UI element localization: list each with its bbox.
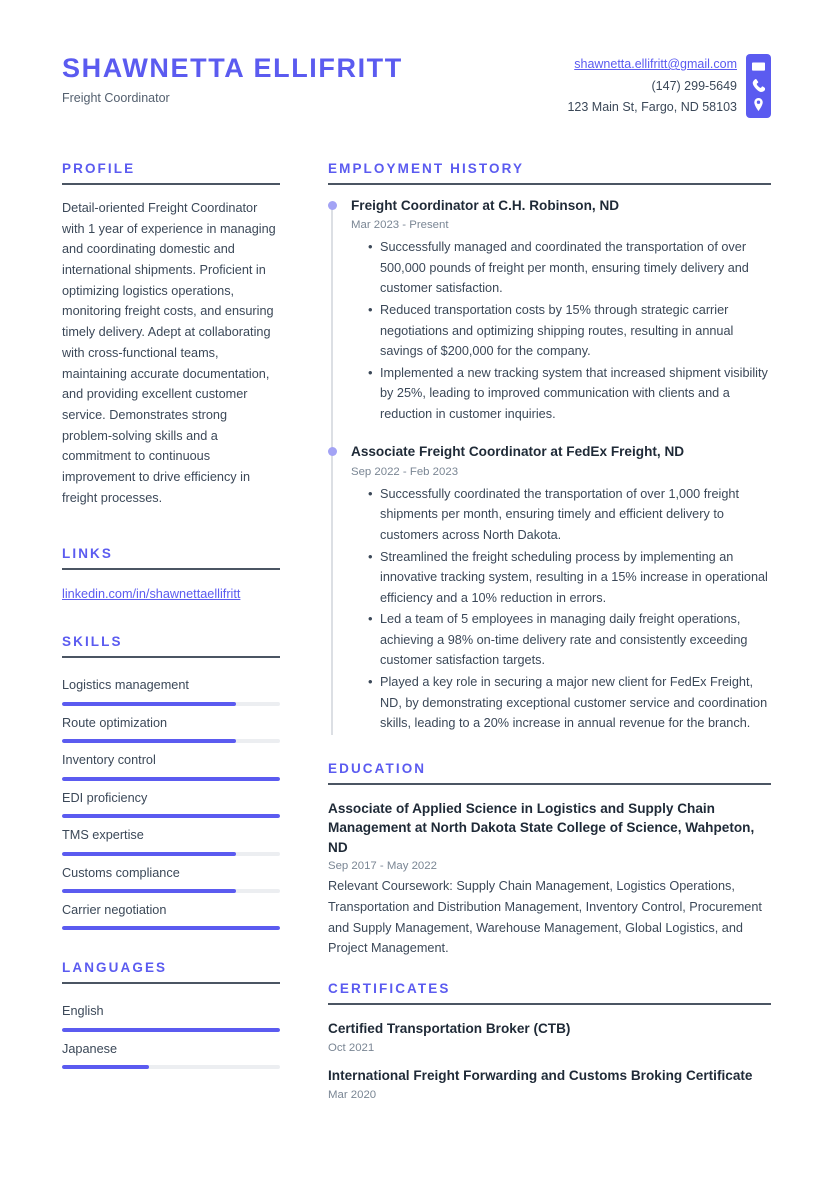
skill-level-fill bbox=[62, 739, 236, 743]
main-column bbox=[328, 161, 771, 1102]
section-languages bbox=[62, 960, 280, 1069]
skill-item bbox=[62, 893, 280, 930]
skill-level-bar bbox=[62, 739, 280, 743]
skill-label: Customs compliance bbox=[62, 865, 180, 880]
employment-title: Freight Coordinator at C.H. Robinson, ND bbox=[351, 197, 620, 213]
timeline-dot-icon bbox=[328, 447, 337, 456]
phone-icon bbox=[752, 79, 765, 92]
skill-label: TMS expertise bbox=[62, 828, 144, 843]
resume-header bbox=[0, 0, 833, 119]
section-education bbox=[328, 761, 771, 959]
education-dates: Sep 2017 - May 2022 bbox=[328, 860, 437, 873]
employment-bullets bbox=[351, 484, 771, 734]
contact-icon-bar bbox=[746, 54, 771, 118]
skill-level-bar bbox=[62, 889, 280, 893]
certificate-entry bbox=[328, 1020, 771, 1054]
employment-bullet: • Streamlined the freight scheduling process by implementing an innovative tracking system, resulting in a 15% increase in operational efficiency and a 10% reduction in errors. bbox=[368, 547, 771, 609]
employment-entry bbox=[351, 443, 771, 738]
employment-title: Associate Freight Coordinator at FedEx Freight, ND bbox=[351, 444, 685, 460]
section-divider bbox=[62, 656, 280, 658]
section-divider bbox=[62, 568, 280, 570]
contact-address: 123 Main St, Fargo, ND 58103 bbox=[567, 100, 737, 115]
profile-summary-text: Detail-oriented Freight Coordinator with 1 year of experience in managing and coordinating domestic and international shipments. Proficient in optimizing logistics operations, monitoring freight costs, and ensuring timely delivery. Adept at collaborating with cross-functional teams, maintaining accurate documentation, and providing excellent customer service. Demonstrates strong problem-solving skills and a commitment to continuous improvement to drive efficiency in freight processes. bbox=[62, 200, 276, 505]
section-divider bbox=[62, 183, 280, 185]
skill-level-bar bbox=[62, 926, 280, 930]
spacer bbox=[62, 508, 280, 546]
section-divider bbox=[62, 982, 280, 984]
employment-bullet: • Successfully managed and coordinated the transportation of over 500,000 pounds of freight per month, ensuring timely delivery and customer satisfaction. bbox=[368, 237, 771, 299]
languages-list bbox=[62, 994, 280, 1069]
contact-phone: (147) 299-5649 bbox=[651, 78, 737, 93]
employment-bullet: • Successfully coordinated the transportation of over 1,000 freight shipments per month, ensuring timely and efficient delivery to customers across North Dakota. bbox=[368, 484, 771, 546]
skill-level-fill bbox=[62, 852, 236, 856]
resume-body bbox=[0, 161, 833, 1102]
employment-bullet: • Implemented a new tracking system that increased shipment visibility by 25%, leading to improved communication with clients and a reduction in customer inquiries. bbox=[368, 363, 771, 425]
skill-level-bar bbox=[62, 777, 280, 781]
candidate-job-title: Freight Coordinator bbox=[62, 90, 170, 105]
candidate-name: SHAWNETTA ELLIFRITT bbox=[62, 53, 403, 83]
language-level-bar bbox=[62, 1028, 280, 1032]
section-divider bbox=[328, 183, 771, 185]
section-heading-skills: SKILLS bbox=[62, 634, 123, 650]
header-identity bbox=[62, 48, 403, 105]
language-item bbox=[62, 994, 280, 1031]
section-divider bbox=[328, 1003, 771, 1005]
employment-dates: Mar 2023 - Present bbox=[351, 219, 449, 232]
skill-label: EDI proficiency bbox=[62, 790, 148, 805]
section-certificates bbox=[328, 981, 771, 1102]
skill-level-bar bbox=[62, 852, 280, 856]
section-heading-languages: LANGUAGES bbox=[62, 960, 168, 976]
section-heading-certificates: CERTIFICATES bbox=[328, 980, 451, 996]
spacer bbox=[62, 930, 280, 960]
spacer bbox=[328, 959, 771, 981]
skill-level-fill bbox=[62, 814, 280, 818]
contact-email[interactable]: shawnetta.ellifritt@gmail.com bbox=[574, 57, 737, 71]
education-title: Associate of Applied Science in Logistics and Supply Chain Management at North Dakota State College of Science, Wahpeton, ND bbox=[328, 800, 755, 855]
skill-label: Logistics management bbox=[62, 678, 189, 693]
section-employment-history bbox=[328, 161, 771, 739]
skill-label: Carrier negotiation bbox=[62, 902, 167, 917]
timeline-dot-icon bbox=[328, 201, 337, 210]
section-heading-links: LINKS bbox=[62, 546, 113, 562]
skill-item bbox=[62, 781, 280, 818]
certificate-entry bbox=[328, 1067, 771, 1101]
employment-bullet: • Reduced transportation costs by 15% through strategic carrier negotiations and optimizing shipping routes, resulting in annual savings of $200,000 for the company. bbox=[368, 300, 771, 362]
section-heading-education: EDUCATION bbox=[328, 760, 427, 776]
certificate-date: Mar 2020 bbox=[328, 1089, 377, 1102]
links-list bbox=[62, 585, 280, 604]
skill-label: Route optimization bbox=[62, 715, 168, 730]
employment-bullet: • Played a key role in securing a major new client for FedEx Freight, ND, by demonstrating exceptional customer service and coordination skills, leading to a 20% increase in annual revenue for the branch. bbox=[368, 672, 771, 734]
skill-level-fill bbox=[62, 926, 280, 930]
skills-list bbox=[62, 668, 280, 930]
spacer bbox=[328, 739, 771, 761]
location-pin-icon bbox=[752, 98, 765, 111]
skill-item bbox=[62, 856, 280, 893]
language-label: English bbox=[62, 1004, 104, 1019]
skill-level-fill bbox=[62, 702, 236, 706]
certificate-date: Oct 2021 bbox=[328, 1042, 375, 1055]
skill-item bbox=[62, 743, 280, 780]
skill-level-fill bbox=[62, 889, 236, 893]
envelope-icon bbox=[752, 60, 765, 73]
skill-level-bar bbox=[62, 702, 280, 706]
employment-dates: Sep 2022 - Feb 2023 bbox=[351, 465, 459, 478]
section-links bbox=[62, 546, 280, 604]
skill-level-fill bbox=[62, 777, 280, 781]
skill-label: Inventory control bbox=[62, 753, 156, 768]
skill-item bbox=[62, 818, 280, 855]
section-skills bbox=[62, 634, 280, 930]
employment-bullet: • Led a team of 5 employees in managing daily freight operations, achieving a 98% on-time delivery rate and consistently exceeding customer satisfaction targets. bbox=[368, 609, 771, 671]
section-heading-employment: EMPLOYMENT HISTORY bbox=[328, 160, 525, 176]
skill-level-bar bbox=[62, 814, 280, 818]
education-entry bbox=[328, 799, 771, 959]
skill-item bbox=[62, 668, 280, 705]
employment-timeline bbox=[328, 197, 771, 739]
skill-item bbox=[62, 706, 280, 743]
language-item bbox=[62, 1032, 280, 1069]
contact-details bbox=[567, 54, 737, 119]
language-label: Japanese bbox=[62, 1041, 118, 1056]
employment-entry bbox=[351, 197, 771, 430]
employment-bullets bbox=[351, 237, 771, 424]
education-description: Relevant Coursework: Supply Chain Management, Logistics Operations, Transportation and Distribution Management, Inventory Control, Procurement and Supply Management, Warehouse Management, Global Logistics, and Project Management. bbox=[328, 879, 762, 956]
language-level-fill bbox=[62, 1028, 280, 1032]
section-divider bbox=[328, 783, 771, 785]
section-heading-profile: PROFILE bbox=[62, 160, 136, 176]
link-item[interactable]: linkedin.com/in/shawnettaellifritt bbox=[62, 587, 241, 602]
spacer bbox=[62, 604, 280, 634]
sidebar-column bbox=[62, 161, 280, 1069]
certificate-title: International Freight Forwarding and Customs Broking Certificate bbox=[328, 1068, 753, 1084]
language-level-fill bbox=[62, 1065, 149, 1069]
header-contact bbox=[567, 48, 771, 119]
section-profile bbox=[62, 161, 280, 509]
certificate-title: Certified Transportation Broker (CTB) bbox=[328, 1020, 571, 1036]
language-level-bar bbox=[62, 1065, 280, 1069]
